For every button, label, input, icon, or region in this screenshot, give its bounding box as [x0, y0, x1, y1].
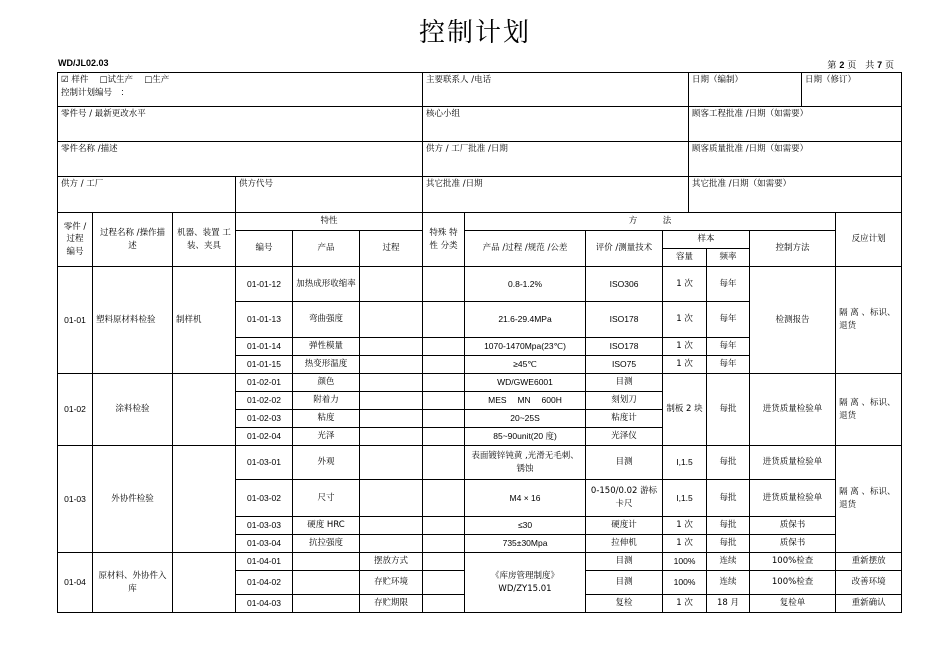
table-row — [58, 267, 902, 302]
row-spec: 735±30Mpa — [465, 535, 586, 553]
group-spec: 《库房管理制度》 WD/ZY15.01 — [465, 553, 586, 613]
row-number: 01-02-01 — [236, 374, 293, 392]
row-spec: MES MN 600H — [465, 392, 586, 410]
row-number: 01-03-04 — [236, 535, 293, 553]
row-special — [423, 535, 465, 553]
row-process — [360, 356, 423, 374]
col-frequency: 频率 — [707, 249, 750, 267]
group-process-name: 涂料检验 — [93, 374, 173, 446]
row-frequency: 连续 — [707, 571, 750, 595]
other-approval-label: 其它批准 /日期 — [423, 177, 689, 213]
row-product: 抗拉强度 — [293, 535, 360, 553]
group-machine — [173, 446, 236, 553]
row-number: 01-02-03 — [236, 410, 293, 428]
row-evaluation: 目测 — [586, 571, 663, 595]
row-number: 01-02-04 — [236, 428, 293, 446]
row-special — [423, 480, 465, 517]
row-process — [360, 480, 423, 517]
row-special — [423, 571, 465, 595]
table-row — [58, 553, 902, 571]
row-spec: ≤30 — [465, 517, 586, 535]
row-process — [360, 428, 423, 446]
row-control-method: 100%检查 — [750, 571, 836, 595]
row-spec: 表面镀锌钝黄 ,光滑无毛刺、锈蚀 — [465, 446, 586, 480]
col-machine: 机器、装置 工装、夹具 — [173, 213, 236, 267]
customer-engineering-label: 顾客工程批准 /日期（如需要） — [689, 107, 902, 142]
row-product: 尺寸 — [293, 480, 360, 517]
document-number: WD/JL02.03 — [58, 58, 109, 68]
row-process: 存贮环境 — [360, 571, 423, 595]
row-number: 01-03-02 — [236, 480, 293, 517]
row-number: 01-04-02 — [236, 571, 293, 595]
row-evaluation: 粘度计 — [586, 410, 663, 428]
row-capacity: I,1.5 — [663, 446, 707, 480]
plan-type-options: ☑ 样件 □试生产 □生产 — [61, 75, 170, 85]
row-control-method: 100%检查 — [750, 553, 836, 571]
col-reaction-plan: 反应计划 — [836, 213, 902, 267]
supplier-label: 供方 / 工厂 — [58, 177, 236, 213]
row-product: 粘度 — [293, 410, 360, 428]
contact-label: 主要联系人 /电话 — [423, 73, 689, 107]
row-product — [293, 595, 360, 613]
row-product: 光泽 — [293, 428, 360, 446]
row-number: 01-03-01 — [236, 446, 293, 480]
row-special — [423, 267, 465, 302]
row-product: 硬度 HRC — [293, 517, 360, 535]
group-frequency: 每批 — [707, 374, 750, 446]
row-product: 颜色 — [293, 374, 360, 392]
group-machine: 制样机 — [173, 267, 236, 374]
row-product: 加热成形收缩率 — [293, 267, 360, 302]
group-machine — [173, 553, 236, 613]
row-special — [423, 410, 465, 428]
col-sample: 样本 — [663, 231, 750, 249]
col-feature: 特性 — [236, 213, 423, 231]
row-spec: 21.6-29.4MPa — [465, 302, 586, 338]
row-evaluation: 刻划刀 — [586, 392, 663, 410]
row-number: 01-01-13 — [236, 302, 293, 338]
col-evaluation: 评价 /测量技术 — [586, 231, 663, 267]
group-part-no: 01-01 — [58, 267, 93, 374]
table-row — [58, 446, 902, 480]
core-team-label: 核心小组 — [423, 107, 689, 142]
row-evaluation: 0-150/0.02 游标卡尺 — [586, 480, 663, 517]
row-spec: WD/GWE6001 — [465, 374, 586, 392]
part-name-label: 零件名称 /描述 — [58, 142, 423, 177]
part-number-label: 零件号 / 最新更改水平 — [58, 107, 423, 142]
row-process — [360, 374, 423, 392]
plan-type-cell — [58, 73, 423, 107]
row-special — [423, 517, 465, 535]
table-row — [58, 374, 902, 392]
row-capacity: 100% — [663, 553, 707, 571]
row-evaluation: 光泽仪 — [586, 428, 663, 446]
row-spec: M4 × 16 — [465, 480, 586, 517]
group-reaction-plan: 隔 离 、标识、退货 — [836, 374, 902, 446]
row-frequency: 每批 — [707, 517, 750, 535]
row-special — [423, 428, 465, 446]
row-capacity: 1 次 — [663, 535, 707, 553]
date-made-label: 日期（编制） — [689, 73, 802, 107]
row-evaluation: ISO178 — [586, 338, 663, 356]
row-frequency: 每年 — [707, 267, 750, 302]
row-product: 弯曲强度 — [293, 302, 360, 338]
row-process — [360, 410, 423, 428]
row-number: 01-04-03 — [236, 595, 293, 613]
row-process — [360, 517, 423, 535]
row-control-method: 质保书 — [750, 535, 836, 553]
row-number: 01-01-14 — [236, 338, 293, 356]
row-product: 弹性模量 — [293, 338, 360, 356]
row-product: 外观 — [293, 446, 360, 480]
row-evaluation: 目测 — [586, 446, 663, 480]
customer-quality-label: 顾客质量批准 /日期（如需要） — [689, 142, 902, 177]
row-number: 01-03-03 — [236, 517, 293, 535]
row-number: 01-01-12 — [236, 267, 293, 302]
row-product: 热变形温度 — [293, 356, 360, 374]
row-process — [360, 338, 423, 356]
page-indicator: 第 2 页 共 7 页 — [827, 60, 894, 71]
row-frequency: 每年 — [707, 356, 750, 374]
row-frequency: 连续 — [707, 553, 750, 571]
row-capacity: 1 次 — [663, 356, 707, 374]
group-part-no: 01-02 — [58, 374, 93, 446]
control-plan-table — [57, 212, 902, 613]
page-title: 控制计划 — [418, 18, 531, 48]
other-approval-2-label: 其它批准 /日期（如需要） — [689, 177, 902, 213]
group-process-name: 原材料、外协件入库 — [93, 553, 173, 613]
group-part-no: 01-03 — [58, 446, 93, 553]
row-capacity: 1 次 — [663, 267, 707, 302]
row-reaction-plan: 改善环境 — [836, 571, 902, 595]
row-frequency: 18 月 — [707, 595, 750, 613]
group-reaction-plan: 隔 离 、标识、退货 — [836, 267, 902, 374]
row-control-method: 进货质量检验单 — [750, 446, 836, 480]
row-process — [360, 302, 423, 338]
group-part-no: 01-04 — [58, 553, 93, 613]
row-evaluation: 复检 — [586, 595, 663, 613]
col-product: 产品 — [293, 231, 360, 267]
row-reaction-plan: 重新确认 — [836, 595, 902, 613]
row-number: 01-04-01 — [236, 553, 293, 571]
group-control-method: 进货质量检验单 — [750, 374, 836, 446]
row-special — [423, 595, 465, 613]
row-spec: 20~25S — [465, 410, 586, 428]
row-evaluation: ISO306 — [586, 267, 663, 302]
row-spec: ≥45℃ — [465, 356, 586, 374]
row-spec: 85~90unit(20 度) — [465, 428, 586, 446]
col-part-no: 零件 / 过程 编号 — [58, 213, 93, 267]
col-special-feature: 特殊 特性 分类 — [423, 213, 465, 267]
row-special — [423, 374, 465, 392]
group-machine — [173, 374, 236, 446]
group-sample-capacity: 制板 2 块 — [663, 374, 707, 446]
row-evaluation: ISO75 — [586, 356, 663, 374]
row-control-method: 复检单 — [750, 595, 836, 613]
row-capacity: 1 次 — [663, 517, 707, 535]
row-frequency: 每批 — [707, 480, 750, 517]
row-product — [293, 553, 360, 571]
row-special — [423, 338, 465, 356]
row-control-method: 质保书 — [750, 517, 836, 535]
row-number: 01-02-02 — [236, 392, 293, 410]
row-special — [423, 553, 465, 571]
col-process-name: 过程名称 /操作描述 — [93, 213, 173, 267]
row-special — [423, 392, 465, 410]
row-evaluation: 硬度计 — [586, 517, 663, 535]
row-spec: 1070-1470Mpa(23℃) — [465, 338, 586, 356]
row-number: 01-01-15 — [236, 356, 293, 374]
row-evaluation: 拉伸机 — [586, 535, 663, 553]
group-reaction-plan: 隔 离 、标识、退货 — [836, 446, 902, 553]
row-capacity: 1 次 — [663, 338, 707, 356]
col-spec: 产品 /过程 /规范 /公差 — [465, 231, 586, 267]
row-evaluation: 目测 — [586, 553, 663, 571]
row-capacity: I,1.5 — [663, 480, 707, 517]
row-special — [423, 356, 465, 374]
row-product: 附着力 — [293, 392, 360, 410]
row-frequency: 每年 — [707, 338, 750, 356]
group-control-method: 检测报告 — [750, 267, 836, 374]
group-process-name: 外协件检验 — [93, 446, 173, 553]
row-control-method: 进货质量检验单 — [750, 480, 836, 517]
row-capacity: 1 次 — [663, 302, 707, 338]
row-process — [360, 535, 423, 553]
group-process-name: 塑料原材料检验 — [93, 267, 173, 374]
row-evaluation: ISO178 — [586, 302, 663, 338]
row-process: 摆放方式 — [360, 553, 423, 571]
plan-number-label: 控制计划编号 ： — [61, 87, 130, 98]
col-number: 编号 — [236, 231, 293, 267]
row-spec: 0.8-1.2% — [465, 267, 586, 302]
supplier-approval-label: 供方 / 工厂批准 /日期 — [423, 142, 689, 177]
row-evaluation: 目测 — [586, 374, 663, 392]
supplier-code-label: 供方代号 — [236, 177, 423, 213]
row-capacity: 100% — [663, 571, 707, 595]
header-table — [57, 72, 902, 213]
row-capacity: 1 次 — [663, 595, 707, 613]
row-frequency: 每年 — [707, 302, 750, 338]
row-special — [423, 446, 465, 480]
row-process: 存贮期限 — [360, 595, 423, 613]
col-capacity: 容量 — [663, 249, 707, 267]
row-process — [360, 267, 423, 302]
col-process: 过程 — [360, 231, 423, 267]
row-frequency: 每批 — [707, 535, 750, 553]
row-process — [360, 446, 423, 480]
row-frequency: 每批 — [707, 446, 750, 480]
row-product — [293, 571, 360, 595]
col-control-method: 控制方法 — [750, 231, 836, 267]
date-revised-label: 日期（修订） — [802, 73, 902, 107]
col-method: 方 法 — [465, 213, 836, 231]
row-special — [423, 302, 465, 338]
row-process — [360, 392, 423, 410]
row-reaction-plan: 重新摆放 — [836, 553, 902, 571]
